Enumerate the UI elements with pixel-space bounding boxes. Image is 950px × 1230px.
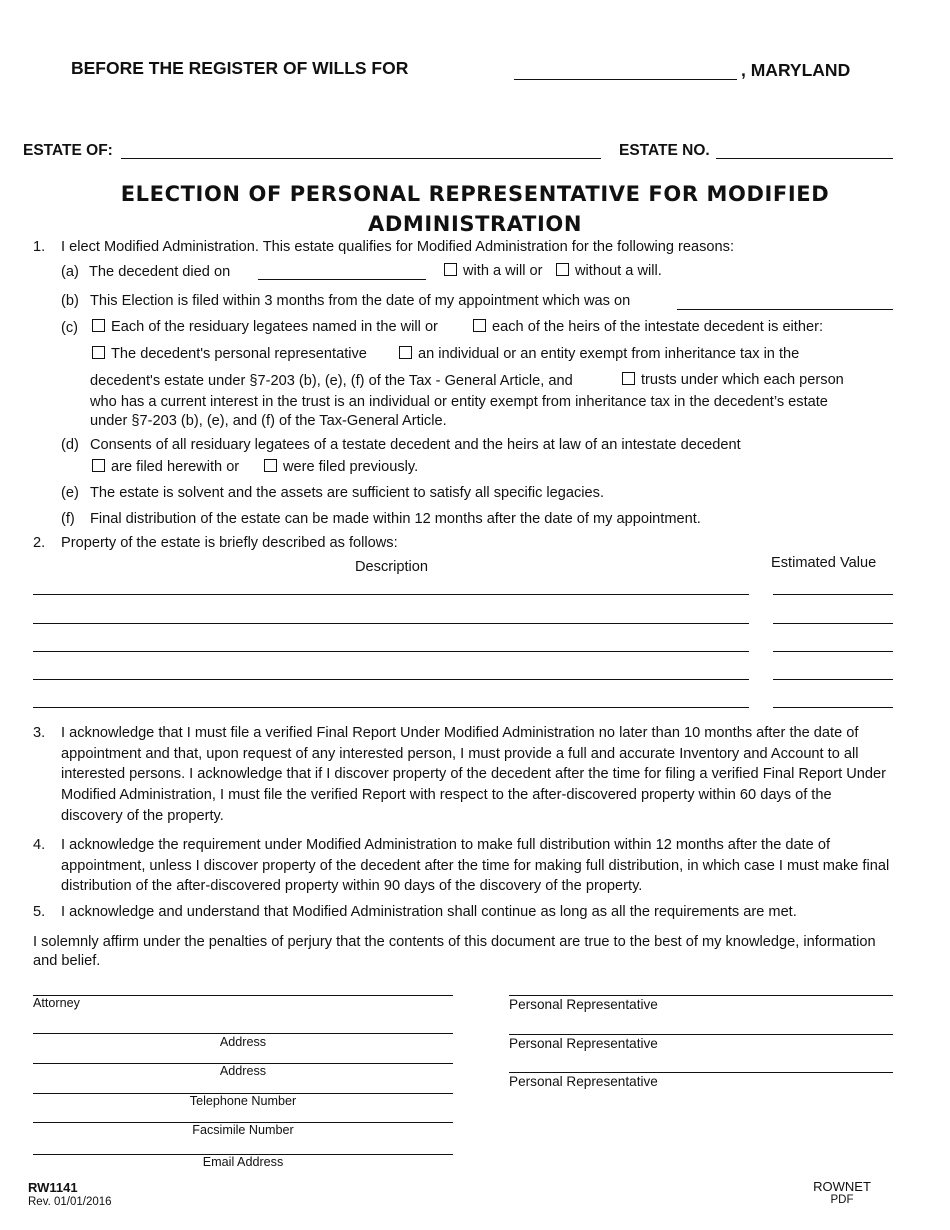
item3-text: I acknowledge that I must file a verified Final Report Under Modified Administration no later than 10 months after the date of appointment and that, upon request of any interested person, I must provide a full and accurate Inventory and Account to all interested persons. I acknowledge that if I discover property of the decedent after the time for filing a verified Final Report Under Modified Administration, I must file the verified Report with respect to the after-discovered property within 60 days of the discovery of the property. (61, 725, 886, 824)
with-will-label: with a will or (463, 263, 543, 279)
item2-number: 2. (33, 535, 46, 551)
form-id: RW1141 (28, 1180, 78, 1195)
property-value-field[interactable] (773, 707, 893, 708)
personal-representative-label-2: Personal Representative (509, 1036, 658, 1051)
property-value-field[interactable] (773, 623, 893, 624)
filed-herewith-checkbox[interactable] (92, 459, 105, 472)
property-description-field[interactable] (33, 594, 749, 595)
property-description-field[interactable] (33, 679, 749, 680)
register-heading: BEFORE THE REGISTER OF WILLS FOR (71, 58, 409, 78)
item1b-text: This Election is filed within 3 months from the date of my appointment which was on (90, 293, 631, 309)
filed-herewith-label: are filed herewith or (111, 459, 240, 475)
without-will-checkbox[interactable] (556, 263, 569, 276)
item5-number: 5. (33, 904, 46, 920)
property-description-field[interactable] (33, 707, 749, 708)
attorney-label: Attorney (33, 996, 80, 1010)
item1c-line5: under §7-203 (b), (e), and (f) of the Tax-General Article. (90, 413, 447, 429)
item1c-line4: who has a current interest in the trust is an individual or entity exempt from inheritance tax in the decedent’s estate (90, 394, 828, 410)
item1d-label: (d) (61, 437, 79, 453)
item1-text: I elect Modified Administration. This estate qualifies for Modified Administration for the following reasons: (61, 239, 735, 255)
affirmation-text: I solemnly affirm under the penalties of perjury that the contents of this document are true to the best of my knowledge, information and belief. (33, 934, 876, 969)
appointment-date-field[interactable] (677, 309, 893, 310)
personal-representative-checkbox[interactable] (92, 346, 105, 359)
item1c-label: (c) (61, 320, 79, 336)
state-label: , MARYLAND (741, 60, 851, 80)
item5-text: I acknowledge and understand that Modified Administration shall continue as long as all the requirements are met. (61, 904, 797, 920)
personal-representative-label-1: Personal Representative (509, 997, 658, 1012)
form-title-line1: ELECTION OF PERSONAL REPRESENTATIVE FOR MODIFIED (120, 182, 830, 206)
email-label: Email Address (202, 1155, 284, 1169)
address-field-1[interactable] (33, 1033, 453, 1034)
item1d-text: Consents of all residuary legatees of a testate decedent and the heirs at law of an intestate decedent (90, 437, 741, 453)
item1b-label: (b) (61, 293, 79, 309)
description-header: Description (355, 559, 428, 575)
trusts-label: trusts under which each person (641, 372, 844, 388)
property-description-field[interactable] (33, 623, 749, 624)
item1-number: 1. (33, 239, 46, 255)
estate-no-field[interactable] (716, 158, 893, 159)
address-label-2: Address (219, 1064, 267, 1078)
estate-of-label: ESTATE OF: (23, 142, 113, 159)
estate-of-field[interactable] (121, 158, 601, 159)
item2-text: Property of the estate is briefly described as follows: (61, 535, 398, 551)
residuary-legatees-label: Each of the residuary legatees named in the will or (111, 319, 438, 335)
with-will-checkbox[interactable] (444, 263, 457, 276)
filed-previously-checkbox[interactable] (264, 459, 277, 472)
personal-representative-label-3: Personal Representative (509, 1074, 658, 1089)
revision-date: Rev. 01/01/2016 (28, 1196, 112, 1208)
address-label-1: Address (219, 1035, 267, 1049)
heirs-checkbox[interactable] (473, 319, 486, 332)
estimated-value-header: Estimated Value (771, 555, 877, 571)
heirs-label: each of the heirs of the intestate decedent is either: (492, 319, 824, 335)
item1a-label: (a) (61, 264, 79, 280)
estate-no-label: ESTATE NO. (619, 142, 710, 159)
item1a-text: The decedent died on (89, 264, 231, 280)
item4-number: 4. (33, 837, 46, 853)
item3-number: 3. (33, 725, 46, 741)
item1f-text: Final distribution of the estate can be made within 12 months after the date of my appointment. (90, 511, 701, 527)
item1e-label: (e) (61, 485, 79, 501)
personal-representative-label: The decedent's personal representative (111, 346, 367, 362)
trusts-checkbox[interactable] (622, 372, 635, 385)
county-field[interactable] (514, 79, 737, 80)
filed-previously-label: were filed previously. (283, 459, 419, 475)
item4-text: I acknowledge the requirement under Modified Administration to make full distribution within 12 months after the date of appointment, unless I discover property of the decedent after the time for making full distribution, in which case I must make final distribution of the after-discovered property within 90 days of the discovery of the property. (61, 837, 890, 895)
item1f-label: (f) (61, 511, 75, 527)
property-value-field[interactable] (773, 651, 893, 652)
telephone-label: Telephone Number (189, 1094, 297, 1108)
property-description-field[interactable] (33, 651, 749, 652)
form-title-line2: ADMINISTRATION (368, 212, 582, 236)
property-value-field[interactable] (773, 594, 893, 595)
brand-name: ROWNET (813, 1179, 871, 1194)
brand-sub: PDF (830, 1194, 854, 1206)
property-value-field[interactable] (773, 679, 893, 680)
residuary-legatees-checkbox[interactable] (92, 319, 105, 332)
without-will-label: without a will. (575, 263, 662, 279)
item1c-line3: decedent's estate under §7-203 (b), (e), (f) of the Tax - General Article, and (90, 373, 573, 389)
item1e-text: The estate is solvent and the assets are sufficient to satisfy all specific legacies. (90, 485, 605, 501)
exempt-entity-checkbox[interactable] (399, 346, 412, 359)
attorney-signature-field[interactable] (33, 995, 453, 996)
date-of-death-field[interactable] (258, 279, 426, 280)
exempt-entity-label: an individual or an entity exempt from inheritance tax in the (418, 346, 800, 362)
facsimile-label: Facsimile Number (192, 1123, 294, 1137)
